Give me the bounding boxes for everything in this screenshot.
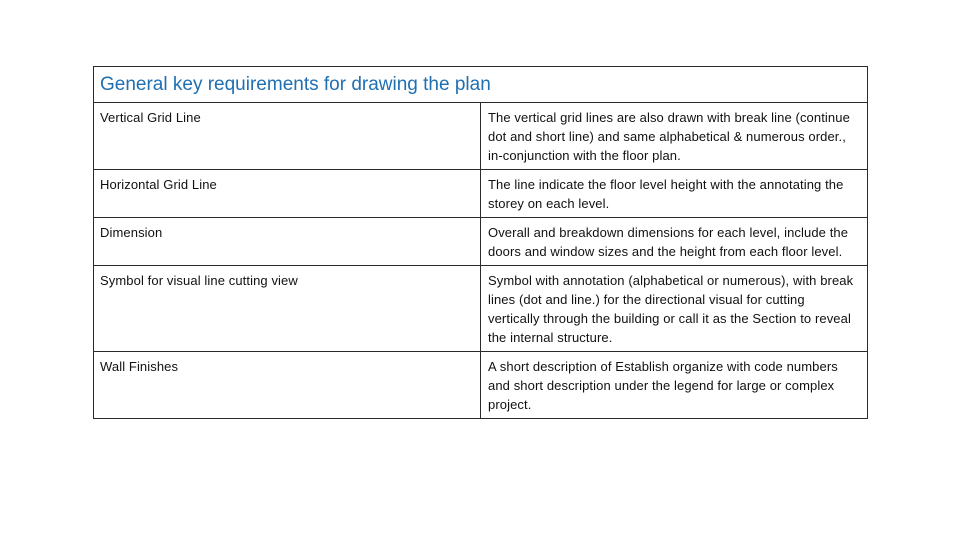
row-description: The line indicate the floor level height with the annotating the storey on each level. — [481, 170, 868, 218]
row-description: A short description of Establish organize with code numbers and short description under the legend for large or complex project. — [481, 352, 868, 419]
table-row — [94, 103, 868, 170]
requirements-table — [93, 66, 868, 419]
row-description: Symbol with annotation (alphabetical or numerous), with break lines (dot and line.) for the directional visual for cutting vertically through the building or call it as the Section to reveal the internal structure. — [481, 266, 868, 352]
table-row — [94, 352, 868, 419]
table-title: General key requirements for drawing the plan — [94, 67, 868, 103]
row-term: Horizontal Grid Line — [94, 170, 481, 218]
row-description: Overall and breakdown dimensions for each level, include the doors and window sizes and the height from each floor level. — [481, 218, 868, 266]
row-term: Dimension — [94, 218, 481, 266]
table-row — [94, 218, 868, 266]
title-row — [94, 67, 868, 103]
row-term: Vertical Grid Line — [94, 103, 481, 170]
row-description: The vertical grid lines are also drawn with break line (continue dot and short line) and same alphabetical & numerous order., in-conjunction with the floor plan. — [481, 103, 868, 170]
row-term: Symbol for visual line cutting view — [94, 266, 481, 352]
row-term: Wall Finishes — [94, 352, 481, 419]
table-row — [94, 266, 868, 352]
table-row — [94, 170, 868, 218]
